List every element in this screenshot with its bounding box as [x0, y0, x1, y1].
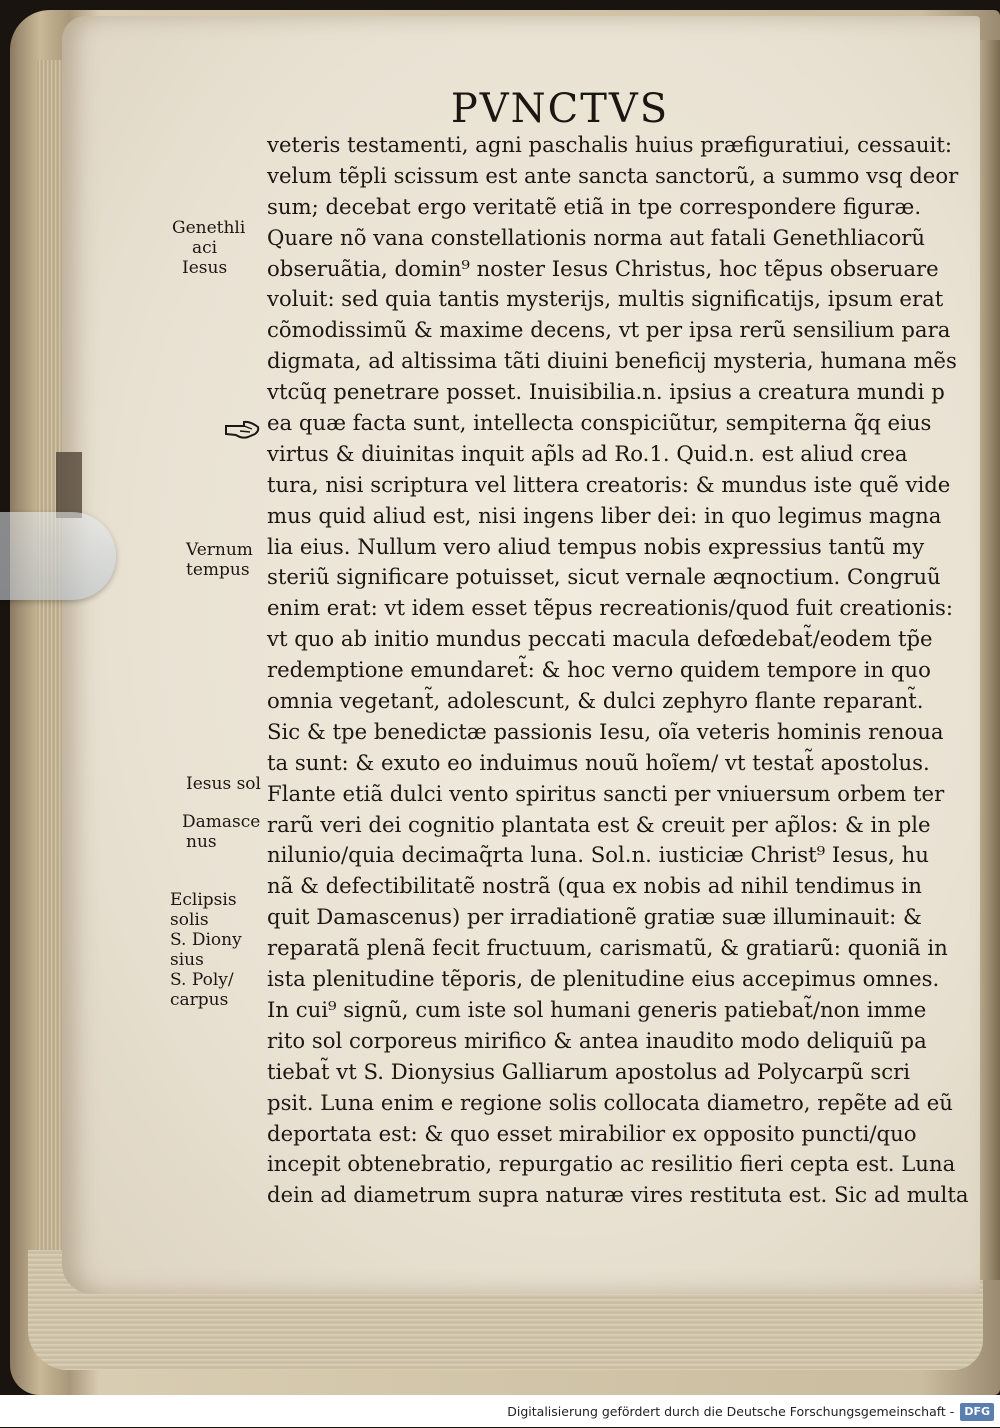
- marginal-note-iesus-sol: Iesus sol: [186, 774, 261, 794]
- text-line: velum tẽpli scissum est ante sancta sanctorũ, a summo vsq deor: [267, 162, 959, 188]
- right-gutter: [980, 40, 1000, 1280]
- text-line: tiebat̃ vt S. Dionysius Galliarum apostolus ad Polycarpũ scri: [267, 1058, 911, 1084]
- text-line: digmata, ad altissima tãti diuini beneficij mysteria, humana mẽs: [267, 348, 957, 374]
- text-line: ta sunt: & exuto eo induimus nouũ hoĩem/ vt testat̃ apostolus.: [267, 749, 930, 775]
- footer-credit: Digitalisierung gefördert durch die Deutsche Forschungsgemeinschaft -: [507, 1403, 955, 1419]
- text-line: Flante etiã dulci vento spiritus sancti per vniuersum orbem ter: [267, 780, 945, 806]
- dfg-logo: DFG: [960, 1403, 994, 1421]
- text-line: ea quæ facta sunt, intellecta conspiciũtur, sempiterna q̃q eius: [267, 410, 932, 436]
- text-line: reparatã plenã fecit fructuum, carismatũ, & gratiarũ: quoniã in: [267, 935, 948, 961]
- text-line: obseruãtia, domin⁹ noster Iesus Christus, hoc tẽpus obseruare: [267, 255, 939, 281]
- text-line: enim erat: vt idem esset tẽpus recreationis/quod fuit creationis:: [267, 595, 954, 621]
- text-line: ista plenitudine tẽporis, de plenitudine eius accepimus omnes.: [267, 966, 940, 992]
- text-line: virtus & diuinitas inquit ap̃ls ad Ro.1. Quid.n. est aliud crea: [267, 440, 908, 466]
- text-line: Quare nõ vana constellationis norma aut fatali Genethliacorũ: [267, 224, 926, 250]
- marginal-note-genethliaci: Genethli aci Iesus: [172, 218, 246, 278]
- text-line: rarũ veri dei cognitio plantata est & creuit per ap̃los: & in ple: [267, 811, 931, 837]
- main-text-block: [267, 130, 969, 1211]
- text-line: nã & defectibilitatẽ nostrã (qua ex nobis ad nihil tendimus in: [267, 873, 922, 899]
- text-line: tura, nisi scriptura vel littera creatoris: & mundus iste quẽ vide: [267, 471, 951, 497]
- marginal-note-vernum-tempus: Vernum tempus: [186, 540, 253, 580]
- text-line: incepit obtenebratio, repurgatio ac resilitio fieri cepta est. Luna: [267, 1151, 956, 1177]
- digitization-footer: [0, 1395, 1000, 1427]
- text-line: psit. Luna enim e regione solis collocata diametro, repẽte ad eũ: [267, 1089, 953, 1115]
- marginal-note-damascenus: Damasce nus: [182, 812, 261, 852]
- text-line: lia eius. Nullum vero aliud tempus nobis expressius tantũ my: [267, 533, 925, 559]
- running-heading: PVNCTVS: [450, 86, 670, 132]
- text-line: redemptione emundaret̃: & hoc verno quidem tempore in quo: [267, 657, 931, 683]
- text-line: cõmodissimũ & maxime decens, vt per ipsa rerũ sensilium para: [267, 317, 951, 343]
- text-line: steriũ significare potuisset, sicut vernale æqnoctium. Congruũ: [267, 564, 941, 590]
- text-line: deportata est: & quo esset mirabilior ex opposito puncti/quo: [267, 1120, 917, 1146]
- marginal-note-eclipsis-solis: Eclipsis solis S. Diony sius S. Poly/ carpus: [170, 890, 242, 1010]
- text-line: mus quid aliud est, nisi ingens liber dei: in quo legimus magna: [267, 502, 942, 528]
- text-line: veteris testamenti, agni paschalis huius præfiguratiui, cessauit:: [267, 132, 952, 157]
- text-line: voluit: sed quia tantis mysterijs, multis significatijs, ipsum erat: [267, 286, 944, 312]
- text-line: rito sol corporeus mirifico & antea inaudito modo deliquiũ pa: [267, 1027, 927, 1053]
- text-line: dein ad diametrum supra naturæ vires restituta est. Sic ad multa: [267, 1182, 969, 1208]
- text-line: In cui⁹ signũ, cum iste sol humani generis patiebat̃/non imme: [267, 996, 927, 1022]
- page-tab: [56, 452, 82, 518]
- text-line: vtcũq penetrare posset. Inuisibilia.n. ipsius a creatura mundi p: [267, 379, 945, 405]
- text-line: omnia vegetant̃, adolescunt, & dulci zephyro flante reparant̃.: [267, 688, 924, 714]
- glass-weight-strip: [0, 512, 116, 600]
- manicule-pointing-hand-icon: [224, 417, 260, 443]
- text-line: Sic & tpe benedictæ passionis Iesu, oĩa veteris hominis renoua: [267, 718, 944, 744]
- text-line: quit Damascenus) per irradiationẽ gratiæ suæ illuminauit: &: [267, 904, 922, 930]
- text-line: nilunio/quia decimaq̃rta luna. Sol.n. iusticiæ Christ⁹ Iesus, hu: [267, 842, 929, 868]
- text-line: vt quo ab initio mundus peccati macula defœdebat̃/eodem tp̃e: [267, 626, 933, 652]
- text-line: sum; decebat ergo veritatẽ etiã in tpe correspondere figuræ.: [267, 193, 922, 219]
